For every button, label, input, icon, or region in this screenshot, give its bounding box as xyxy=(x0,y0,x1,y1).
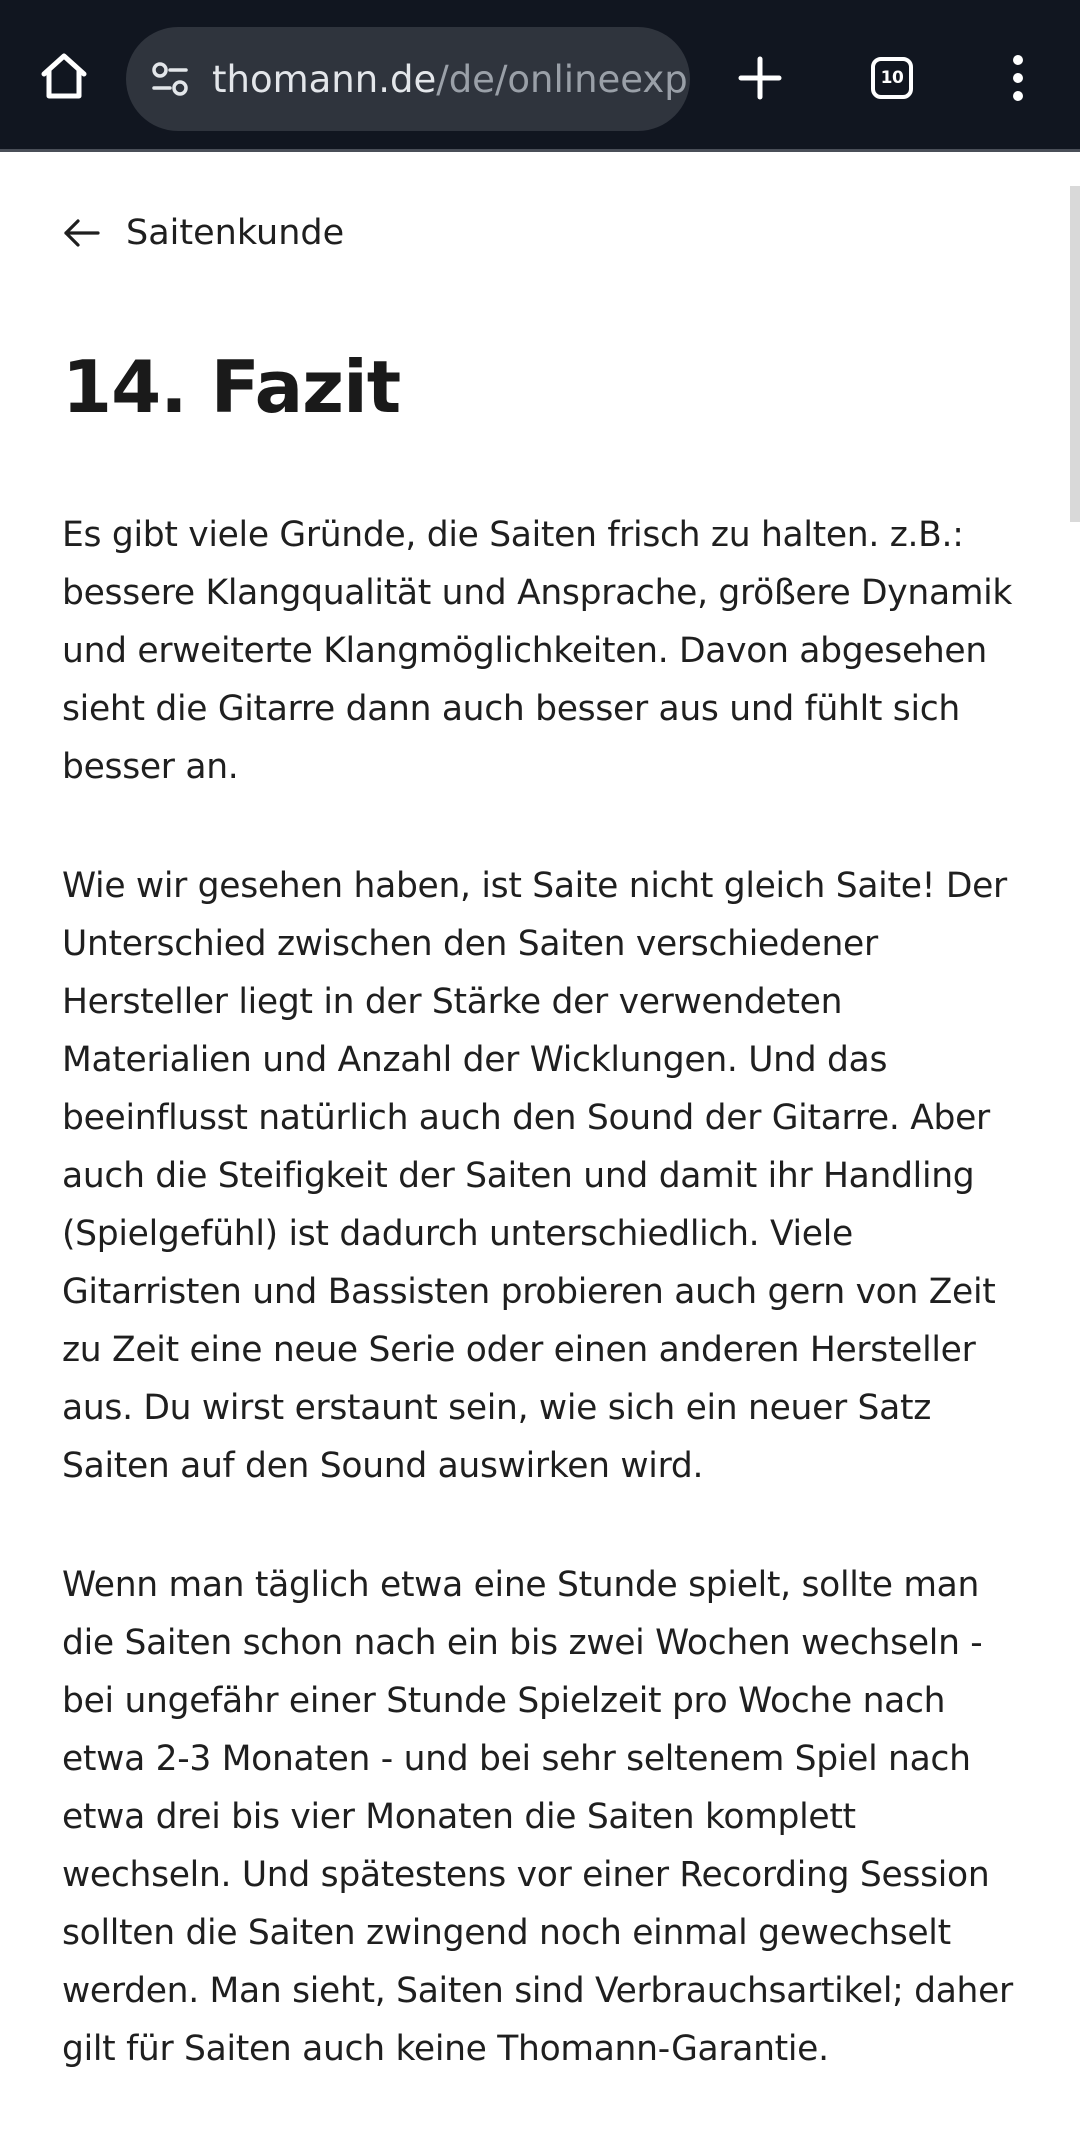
article-paragraph: Wenn man täglich etwa eine Stunde spielt, sollte man die Saiten schon nach ein bis zwei Wochen wechseln - bei ungefähr einer Stunde Spielzeit pro Woche nach etwa 2-3 Monaten - und bei sehr seltenem Spiel nach etwa drei bis vier Monaten die Saiten komplett wechseln. Und spätestens vor einer Recording Session sollten die Saiten zwingend noch einmal gewechselt werden. Man sieht, Saiten sind Verbrauchsartikel; daher gilt für Saiten auch keine Thomann-Garantie. xyxy=(62,1565,1013,2069)
back-link-saitenkunde[interactable] xyxy=(62,203,344,263)
address-bar[interactable] xyxy=(126,27,690,131)
new-tab-button[interactable] xyxy=(720,38,800,118)
home-button[interactable] xyxy=(24,36,104,116)
tab-count: 10 xyxy=(880,68,904,88)
arrow-left-icon xyxy=(62,213,102,253)
url-path: /de/onlineexp xyxy=(436,57,688,101)
article-paragraph: Wie wir gesehen haben, ist Saite nicht gleich Saite! Der Unterschied zwischen den Saiten verschiedener Hersteller liegt in der Stärke der verwendeten Materialien und Anzahl der Wicklungen. Und das beeinflusst natürlich auch den Sound der Gitarre. Aber auch die Steifigkeit der Saiten und damit ihr Handling (Spielgefühl) ist dadurch unterschiedlich. Viele Gitarristen und Bassisten probieren auch gern von Zeit zu Zeit eine neue Serie oder einen anderen Hersteller aus. Du wirst erstaunt sein, wie sich ein neuer Satz Saiten auf den Sound auswirken wird. xyxy=(62,866,1007,1486)
scrollbar-thumb[interactable] xyxy=(1070,186,1080,522)
page-title: 14. Fazit xyxy=(62,345,401,429)
tab-switcher-icon xyxy=(871,57,913,99)
article-body xyxy=(62,506,1022,2139)
plus-icon xyxy=(737,55,783,101)
tab-switcher-button[interactable] xyxy=(852,38,932,118)
url-domain: thomann.de xyxy=(212,57,437,101)
home-icon xyxy=(38,50,90,102)
browser-toolbar xyxy=(0,0,1080,152)
back-link-label: Saitenkunde xyxy=(126,213,345,253)
site-settings-icon[interactable] xyxy=(146,55,194,103)
overflow-menu-button[interactable] xyxy=(978,38,1058,118)
kebab-menu-icon xyxy=(1008,54,1028,102)
url-text[interactable] xyxy=(212,58,688,101)
article-paragraph: Es gibt viele Gründe, die Saiten frisch zu halten. z.B.: bessere Klangqualität und Ansprache, größere Dynamik und erweiterte Klangmöglichkeiten. Davon abgesehen sieht die Gitarre dann auch besser aus und fühlt sich besser an. xyxy=(62,515,1013,787)
